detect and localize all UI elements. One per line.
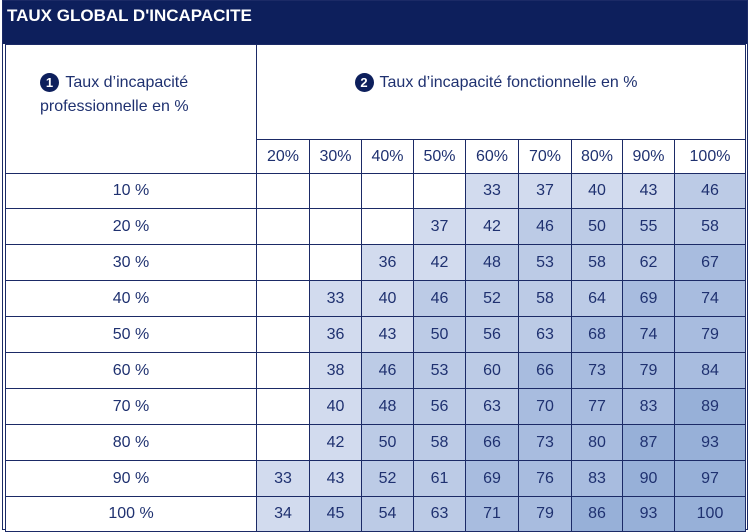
rate-cell: 53 <box>519 245 572 281</box>
rate-cell: 66 <box>466 425 519 461</box>
rate-cell: 69 <box>466 461 519 497</box>
table-row <box>6 497 746 532</box>
rate-cell <box>362 174 414 209</box>
rate-cell: 63 <box>414 497 466 532</box>
row-label: 20 % <box>6 209 257 245</box>
rate-cell: 43 <box>623 174 675 209</box>
rate-cell <box>257 209 310 245</box>
rate-cell: 54 <box>362 497 414 532</box>
rate-cell: 63 <box>519 317 572 353</box>
rate-cell: 42 <box>310 425 362 461</box>
rate-cell: 80 <box>572 425 623 461</box>
rate-cell: 73 <box>572 353 623 389</box>
rate-cell: 79 <box>675 317 746 353</box>
rate-cell: 46 <box>414 281 466 317</box>
professional-rate-label-line2: professionnelle en % <box>40 98 189 115</box>
rate-cell: 50 <box>414 317 466 353</box>
rate-cell: 60 <box>466 353 519 389</box>
rate-cell <box>310 174 362 209</box>
row-label: 10 % <box>6 174 257 209</box>
column-header: 70% <box>519 140 572 174</box>
rate-cell: 97 <box>675 461 746 497</box>
column-header: 50% <box>414 140 466 174</box>
row-label: 30 % <box>6 245 257 281</box>
rate-cell: 74 <box>675 281 746 317</box>
rate-cell: 36 <box>310 317 362 353</box>
rate-cell: 40 <box>572 174 623 209</box>
rate-cell: 69 <box>623 281 675 317</box>
rate-cell: 55 <box>623 209 675 245</box>
rate-cell <box>310 209 362 245</box>
column-header: 60% <box>466 140 519 174</box>
rate-cell: 38 <box>310 353 362 389</box>
rate-cell: 70 <box>519 389 572 425</box>
rate-grid <box>5 44 746 532</box>
rate-cell <box>257 353 310 389</box>
rate-cell: 33 <box>257 461 310 497</box>
rate-cell: 58 <box>519 281 572 317</box>
rate-cell: 73 <box>519 425 572 461</box>
rate-cell: 37 <box>414 209 466 245</box>
table-row <box>6 317 746 353</box>
rate-cell: 52 <box>466 281 519 317</box>
rate-cell: 79 <box>519 497 572 532</box>
rate-cell: 45 <box>310 497 362 532</box>
rate-cell: 43 <box>362 317 414 353</box>
row-label: 80 % <box>6 425 257 461</box>
rate-cell: 46 <box>519 209 572 245</box>
rate-cell: 34 <box>257 497 310 532</box>
rate-cell: 52 <box>362 461 414 497</box>
rate-cell <box>257 174 310 209</box>
header-professional-rate <box>6 45 257 174</box>
column-header: 20% <box>257 140 310 174</box>
row-label: 40 % <box>6 281 257 317</box>
rate-cell <box>414 174 466 209</box>
column-header: 90% <box>623 140 675 174</box>
row-label: 100 % <box>6 497 257 532</box>
rate-cell: 33 <box>466 174 519 209</box>
table-row <box>6 281 746 317</box>
rate-cell: 56 <box>414 389 466 425</box>
table-row <box>6 174 746 209</box>
rate-cell: 66 <box>519 353 572 389</box>
rate-cell: 58 <box>414 425 466 461</box>
column-header: 30% <box>310 140 362 174</box>
rate-cell: 48 <box>466 245 519 281</box>
incapacity-rate-table-panel <box>2 0 748 530</box>
rate-cell <box>362 209 414 245</box>
rate-cell: 100 <box>675 497 746 532</box>
row-label: 70 % <box>6 389 257 425</box>
rate-cell: 46 <box>675 174 746 209</box>
table-row <box>6 209 746 245</box>
rate-cell: 58 <box>675 209 746 245</box>
rate-cell: 68 <box>572 317 623 353</box>
rate-cell <box>257 425 310 461</box>
row-label: 50 % <box>6 317 257 353</box>
rate-cell: 42 <box>466 209 519 245</box>
row-label: 90 % <box>6 461 257 497</box>
rate-cell: 37 <box>519 174 572 209</box>
rate-cell: 64 <box>572 281 623 317</box>
rate-cell: 83 <box>572 461 623 497</box>
row-label: 60 % <box>6 353 257 389</box>
column-header: 100% <box>675 140 746 174</box>
table-row <box>6 245 746 281</box>
rate-cell: 84 <box>675 353 746 389</box>
table-row <box>6 389 746 425</box>
rate-cell: 56 <box>466 317 519 353</box>
rate-cell: 58 <box>572 245 623 281</box>
rate-cell: 67 <box>675 245 746 281</box>
rate-cell: 93 <box>623 497 675 532</box>
rate-cell: 76 <box>519 461 572 497</box>
rate-cell: 79 <box>623 353 675 389</box>
rate-cell <box>257 245 310 281</box>
rate-cell: 90 <box>623 461 675 497</box>
column-header: 40% <box>362 140 414 174</box>
table-row <box>6 461 746 497</box>
rate-cell: 33 <box>310 281 362 317</box>
rate-cell: 46 <box>362 353 414 389</box>
rate-cell: 87 <box>623 425 675 461</box>
rate-cell: 42 <box>414 245 466 281</box>
rate-cell: 86 <box>572 497 623 532</box>
rate-cell: 62 <box>623 245 675 281</box>
rate-cell <box>257 281 310 317</box>
rate-cell: 43 <box>310 461 362 497</box>
table-row <box>6 353 746 389</box>
rate-cell: 53 <box>414 353 466 389</box>
rate-cell <box>257 317 310 353</box>
rate-cell <box>310 245 362 281</box>
rate-cell: 71 <box>466 497 519 532</box>
column-header: 80% <box>572 140 623 174</box>
number-two-icon: 2 <box>355 73 374 92</box>
rate-cell <box>257 389 310 425</box>
professional-rate-label-line1: Taux d’incapacité <box>65 74 189 91</box>
rate-cell: 50 <box>362 425 414 461</box>
table-title: TAUX GLOBAL D'INCAPACITE <box>3 1 747 44</box>
rate-cell: 50 <box>572 209 623 245</box>
rate-cell: 77 <box>572 389 623 425</box>
rate-cell: 83 <box>623 389 675 425</box>
rate-cell: 40 <box>310 389 362 425</box>
rate-cell: 48 <box>362 389 414 425</box>
rate-cell: 89 <box>675 389 746 425</box>
number-one-icon: 1 <box>40 73 59 92</box>
rate-cell: 61 <box>414 461 466 497</box>
rate-cell: 74 <box>623 317 675 353</box>
table-row <box>6 425 746 461</box>
rate-cell: 36 <box>362 245 414 281</box>
functional-rate-label: Taux d’incapacité fonctionnelle en % <box>379 74 638 91</box>
rate-cell: 93 <box>675 425 746 461</box>
rate-cell: 40 <box>362 281 414 317</box>
header-functional-rate <box>257 45 746 140</box>
rate-cell: 63 <box>466 389 519 425</box>
